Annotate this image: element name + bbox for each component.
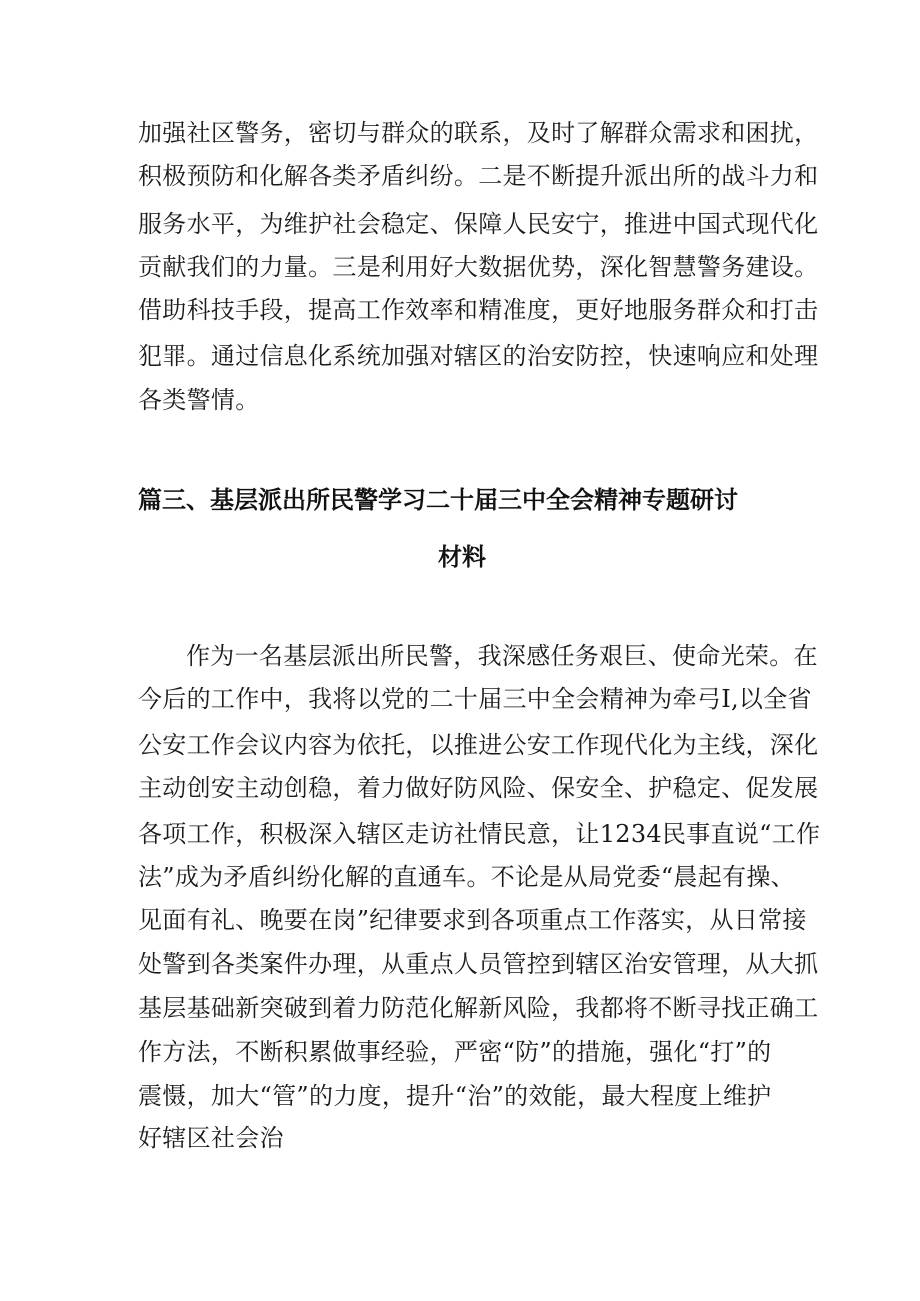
section-heading-line-1: 篇三、基层派出所民警学习二十届三中全会精神专题研讨 [138,486,738,514]
body-text-line: 积极预防和化解各类矛盾纠纷。二是不断提升派出所的战斗力和 [138,162,819,190]
body-text-line: 公安工作会议内容为依托，以推进公安工作现代化为主线，深化 [138,731,819,759]
body-text-line: 法”成为矛盾纠纷化解的直通车。不论是从局党委“晨起有操、 [138,863,795,891]
body-text-line: 加强社区警务，密切与群众的联系，及时了解群众需求和困扰， [138,119,819,147]
body-text-line: 服务水平，为维护社会稳定、保障人民安宁，推进中国式现代化 [138,210,819,238]
body-text-line: 借助科技手段，提高工作效率和精准度，更好地服务群众和打击 [138,296,819,324]
body-text-line: 好辖区社会治 [138,1124,284,1152]
body-text-line: 震慑，加大“管”的力度，提升“治”的效能，最大程度上维护 [138,1082,772,1110]
body-text-line: 基层基础新突破到着力防范化解新风险，我都将不断寻找正确工 [138,994,819,1022]
body-text-line: 作为一名基层派出所民警，我深感任务艰巨、使命光荣。在 [186,642,818,670]
body-text-line: 作方法，不断积累做事经验，严密“防”的措施，强化“打”的 [138,1038,772,1066]
body-text-line: 主动创安主动创稳，着力做好防风险、保安全、护稳定、促发展 [138,774,819,802]
body-text-line: 各类警情。 [138,386,260,414]
section-heading-line-2: 材料 [438,543,486,571]
body-text-line: 各项工作，积极深入辖区走访社情民意，让1234民事直说“工作 [138,820,821,848]
body-text-line: 处警到各类案件办理，从重点人员管控到辖区治安管理，从大抓 [138,950,819,978]
body-text-line: 犯罪。通过信息化系统加强对辖区的治安防控，快速响应和处理 [138,342,819,370]
body-text-line: 今后的工作中，我将以党的二十届三中全会精神为牵弓I,以全省 [138,685,812,713]
body-text-line: 贡献我们的力量。三是利用好大数据优势，深化智慧警务建设。 [138,253,819,281]
body-text-line: 见面有礼、晚要在岗”纪律要求到各项重点工作落实，从日常接 [138,906,807,934]
